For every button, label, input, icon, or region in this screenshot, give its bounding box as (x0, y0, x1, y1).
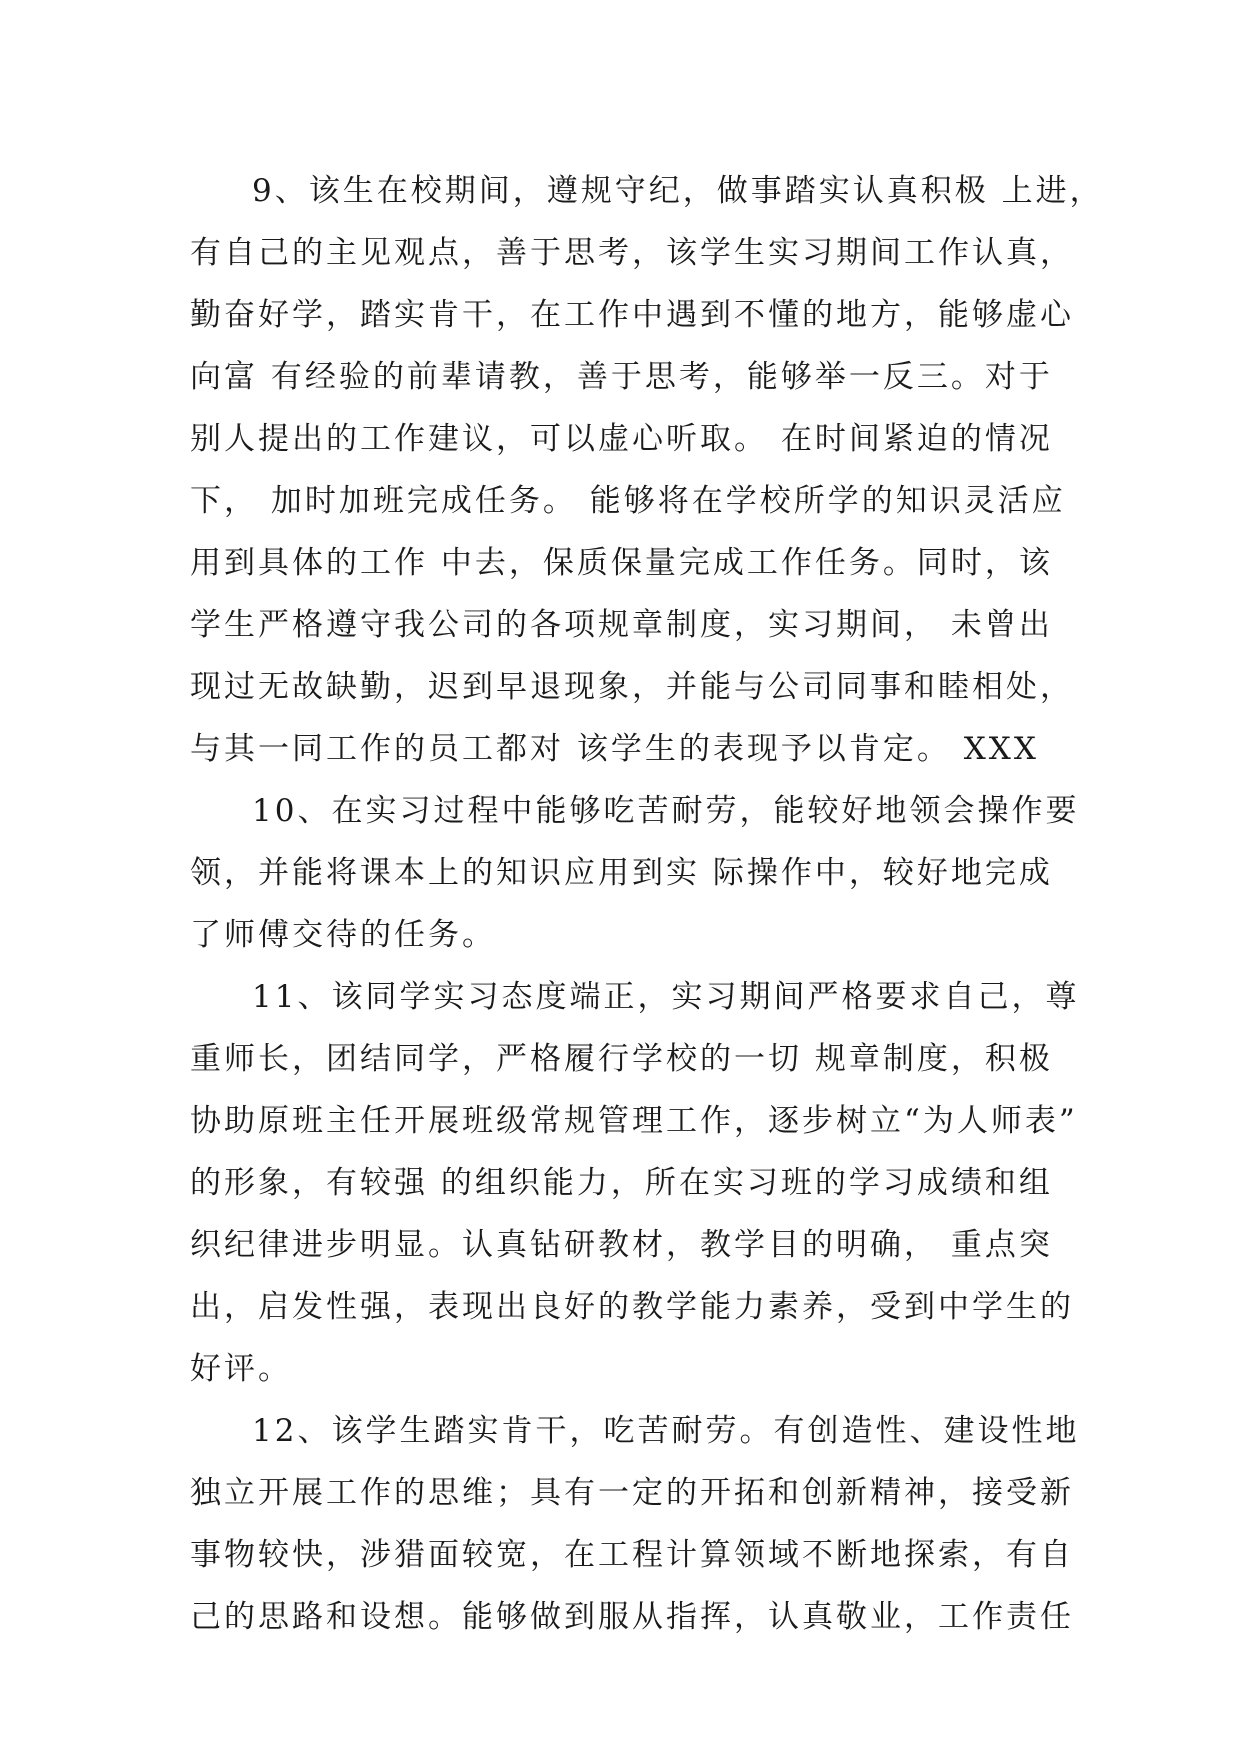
paragraph-line: 领，并能将课本上的知识应用到实 际操作中，较好地完成 (190, 855, 1053, 891)
paragraph-line: 学生严格遵守我公司的各项规章制度，实习期间， 未曾出 (190, 607, 1053, 643)
paragraph-line: 下， 加时加班完成任务。 能够将在学校所学的知识灵活应 (190, 483, 1066, 519)
paragraph-line: 12、该学生踏实肯干，吃苦耐劳。有创造性、建设性地 (252, 1413, 1080, 1449)
paragraph-line: 10、在实习过程中能够吃苦耐劳，能较好地领会操作要 (252, 793, 1080, 829)
paragraph-line: 别人提出的工作建议，可以虚心听取。 在时间紧迫的情况 (190, 421, 1053, 457)
paragraph-9 (190, 160, 1104, 780)
paragraph-line: 出，启发性强，表现出良好的教学能力素养，受到中学生的 (190, 1289, 1074, 1325)
paragraph-line: 向富 有经验的前辈请教，善于思考，能够举一反三。对于 (190, 359, 1053, 395)
paragraph-line: 织纪律进步明显。认真钻研教材，教学目的明确， 重点突 (190, 1227, 1053, 1263)
paragraph-line: 己的思路和设想。能够做到服从指挥，认真敬业，工作责任 (190, 1599, 1074, 1635)
paragraph-line: 了师傅交待的任务。 (190, 917, 496, 953)
paragraph-line: 现过无故缺勤，迟到早退现象，并能与公司同事和睦相处， (190, 669, 1074, 705)
paragraph-11 (190, 966, 1080, 1400)
paragraph-line: 重师长，团结同学，严格履行学校的一切 规章制度，积极 (190, 1041, 1053, 1077)
paragraph-line: 9、该生在校期间，遵规守纪，做事踏实认真积极 上进， (252, 173, 1104, 209)
paragraph-line: 11、该同学实习态度端正，实习期间严格要求自己，尊 (252, 979, 1080, 1015)
paragraph-line: 有自己的主见观点，善于思考，该学生实习期间工作认真， (190, 235, 1074, 271)
paragraph-line: 用到具体的工作 中去，保质保量完成工作任务。同时，该 (190, 545, 1053, 581)
paragraph-10 (190, 780, 1080, 966)
paragraph-line: 事物较快，涉猎面较宽，在工程计算领域不断地探索，有自 (190, 1537, 1074, 1573)
paragraph-12 (190, 1400, 1080, 1648)
paragraph-line: 勤奋好学，踏实肯干，在工作中遇到不懂的地方，能够虚心 (190, 297, 1074, 333)
paragraph-line: 与其一同工作的员工都对 该学生的表现予以肯定。 XXX (190, 731, 1039, 767)
paragraph-line: 独立开展工作的思维；具有一定的开拓和创新精神，接受新 (190, 1475, 1074, 1511)
paragraph-line: 好评。 (190, 1351, 292, 1387)
paragraph-line: 协助原班主任开展班级常规管理工作，逐步树立“为人师表” (190, 1103, 1078, 1139)
paragraph-line: 的形象，有较强 的组织能力，所在实习班的学习成绩和组 (190, 1165, 1053, 1201)
document-body (190, 160, 1104, 1648)
